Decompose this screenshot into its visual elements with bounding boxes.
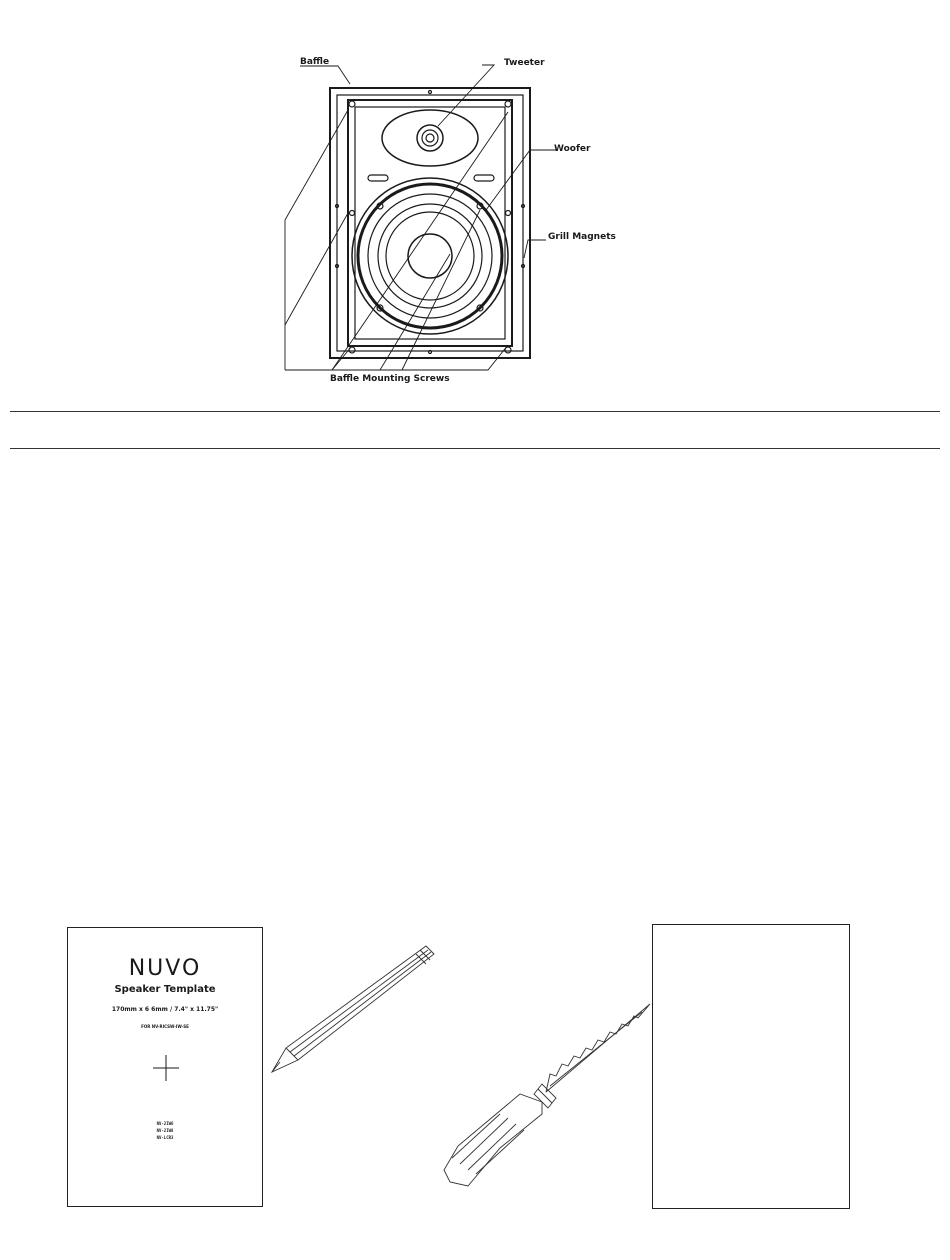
speaker-template-card (67, 927, 263, 1207)
template-title: Speaker Template (114, 984, 216, 995)
blank-sheet (652, 924, 850, 1209)
pencil-icon (268, 938, 440, 1078)
divider-bottom (10, 448, 940, 449)
template-model: FOR NV-RICSW-IW-SE (141, 1024, 189, 1029)
callout-baffle-mounting-screws: Baffle Mounting Screws (330, 374, 450, 384)
callout-tweeter: Tweeter (504, 58, 545, 68)
callout-grill-magnets: Grill Magnets (548, 232, 616, 242)
template-code: NV-2IW8 (156, 1128, 174, 1133)
drywall-saw-icon (438, 998, 654, 1194)
tweeter-housing (382, 110, 478, 166)
crosshair-icon (153, 1055, 179, 1081)
woofer-frame (352, 178, 508, 334)
speaker-drawing (260, 40, 680, 400)
speaker-diagram (260, 40, 680, 400)
template-brand: NUVO (128, 956, 202, 981)
template-codes (68, 1120, 262, 1141)
template-code: NV-LCR3 (156, 1135, 174, 1140)
template-size: 170mm x 6 6mm / 7.4" x 11.75" (111, 1006, 219, 1013)
callout-baffle: Baffle (300, 57, 330, 67)
divider-top (10, 411, 940, 412)
template-code: NV-2IW6 (156, 1121, 174, 1126)
callout-woofer: Woofer (554, 144, 591, 154)
